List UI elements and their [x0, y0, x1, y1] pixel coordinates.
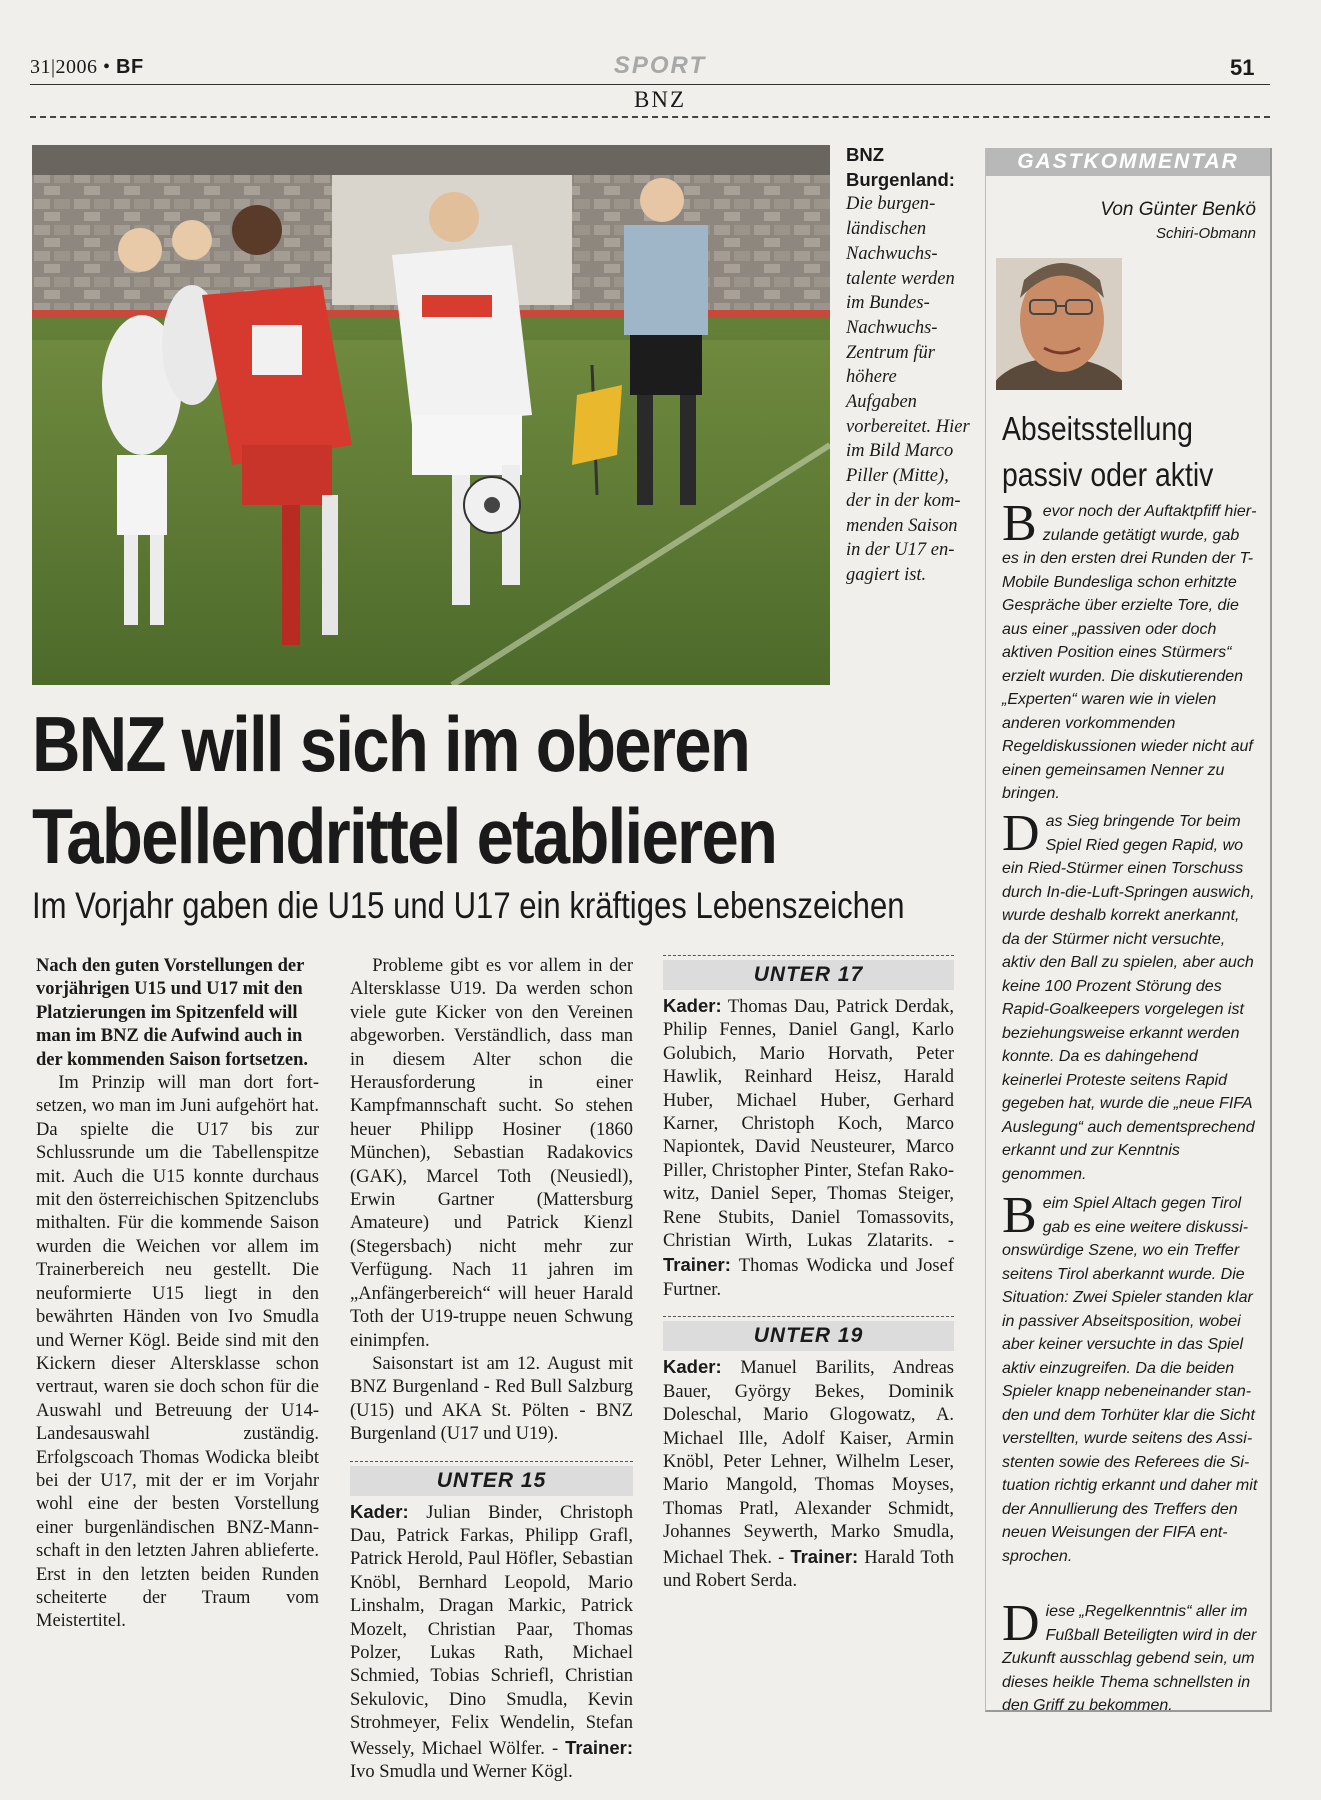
u19-title: UNTER 19	[663, 1321, 954, 1351]
article-column-2	[350, 955, 633, 1784]
headline-line-1: BNZ will sich im oberen	[32, 700, 750, 788]
commentary-paragraph-3	[1002, 1187, 1260, 1568]
publication-name: BF	[116, 56, 144, 78]
bullet: •	[103, 56, 111, 78]
article-column-3	[663, 955, 954, 1593]
issue-number: 31|2006	[30, 56, 98, 78]
commentary-text: as Sieg bringende Tor beim Spiel Ried gegen Rapid, wo ein Ried-Stürmer einen Torschuss durch In-die-Luft-Springen auswich, wurde deshalb korrekt anerkannt, da der Stürmer nicht versuchte, aktiv den Ball zu spielen, aber auch keine 100 Prozent Störung des Rapid-Goalkeepers vorgelegen ist beziehungsweise erkannt werden konnte. Da es dahingehend keinerlei Proteste seitens Rapid gegeben hat, wurde die „neue FIFA Auslegung“ auch dementsprechend erkannt und zur Kenntnis genommen.	[1002, 813, 1255, 1183]
article-column-1	[36, 955, 319, 1634]
u19-kader-label: Kader:	[663, 1356, 722, 1378]
caption-body: Die burgenländischen Nachwuchstalente werden im Bundes-Nachwuchs-Zentrum für höhere Aufgaben vorbereitet. Hier im Bild Marco Piller (Mitte), der in der kommenden Saison in der U17 engagiert ist.	[846, 194, 970, 585]
guest-commentary	[985, 148, 1272, 1712]
commentary-text: evor noch der Auftaktpfiff hierzulande getätigt wurde, gab es in den ersten drei Runden der T-Mobile Bundesliga schon erhitzte Gespräche über erzielte Tore, die aus einer „passiven oder doch aktiven Position eines Stürmers“ erzielt wurden. Die diskutierenden „Experten“ waren wie in vielen anderen vorkommenden Regeldiskussionen wieder nicht auf einen gemeinsamen Nenner zu bringen.	[1002, 503, 1257, 802]
commentary-paragraph-4	[1002, 1595, 1260, 1718]
author-portrait-image	[996, 258, 1122, 390]
article-lead: Nach den guten Vorstellungen der vorjährigen U15 und U17 mit den Platzierungen im Spitzenfeld will man im BNZ die Aufwind auch in der kommenden Saison fortsetzen.	[36, 956, 309, 1070]
commentary-headline-line-2: passiv oder aktiv	[1002, 456, 1214, 493]
commentary-byline	[1100, 198, 1256, 246]
commentary-paragraph-1	[1002, 495, 1260, 806]
u19-roster	[663, 1355, 954, 1593]
caption-head: BNZ Burgenland:	[846, 144, 955, 190]
subsection-title: BNZ	[634, 87, 686, 112]
u15-roster	[350, 1500, 633, 1785]
author-role: Schiri-Obmann	[1155, 225, 1256, 242]
u15-trainer: Ivo Smudla und Werner Kögl.	[350, 1762, 573, 1782]
soccer-photo-image	[32, 145, 830, 685]
header-rule	[30, 84, 1270, 85]
photo-caption	[846, 143, 970, 588]
u17-kader-label: Kader:	[663, 995, 722, 1016]
drop-cap: D	[1002, 805, 1040, 862]
u15-title: UNTER 15	[350, 1466, 633, 1496]
u17-kader: Thomas Dau, Patrick Derdak, Philip Fennes, Daniel Gangl, Karlo Golubich, Mario Horvath, Peter Hawlik, Reinhard Heisz, Harald Huber, Michael Huber, Gerhard Karner, Christoph Koch, Marco Napiontek, David Neusteurer, Marco Piller, Christopher Pinter, Stefan Rakowitz, Daniel Seper, Thomas Steiger, Rene Stubits, Daniel Tomassovits, Christian Wirth, Lukas Zlatarits. -	[663, 997, 954, 1252]
commentary-text: eim Spiel Altach gegen Tirol gab es eine weitere diskussionswürdige Szene, wo ein Treffer seitens Tirol aberkannt wurde. Die Situation: Zwei Spieler standen klar in passiver Abseitsposition, wobei aber keiner versuchte in das Spiel aktiv einzugreifen. Da die beiden Spieler knapp nebeneinander standen und dem Torhüter klar die Sicht verstellten, wurde seitens des Assistenten sowie des Referees die Situation richtig erkannt und daher mit der Annullierung des Treffers den neuen Weisungen der FIFA entsprochen.	[1002, 1195, 1258, 1565]
u15-kader-label: Kader:	[350, 1500, 409, 1522]
u17-title: UNTER 17	[663, 960, 954, 990]
headline-line-2: Tabellendrittel etablieren	[32, 792, 777, 880]
article-headline	[32, 698, 777, 882]
section-title: SPORT	[613, 52, 707, 79]
commentary-label: GASTKOMMENTAR	[986, 148, 1270, 176]
u19-box	[663, 1316, 954, 1351]
article-deck: Im Vorjahr gaben die U15 und U17 ein kräftiges Lebenszeichen	[32, 885, 905, 926]
soccer-photo	[32, 145, 830, 685]
u15-box	[350, 1461, 633, 1496]
article-paragraph-1: Im Prinzip will man dort fortsetzen, wo man im Juni aufgehört hat. Da spielte die U17 bis zur Schlussrunde um die Tabellenspitze mit. Auch die U15 konnte durchaus mit den österreichischen Spitzenclubs mithalten. Für die kommende Saison wurden die Weichen vor allem im Trainerbereich neu gestellt. Die neuformierte U15 liegt in den bewährten Händen von Ivo Smudla und Werner Kögl. Beide sind mit den Kickern dieser Altersklasse schon vertraut, waren sie doch schon für die Auswahl und Betreuung der U14-Landesauswahl zuständig. Erfolgscoach Thomas Wodicka bleibt bei der U17, mit der er im Vorjahr wohl eine der besten Vorstellung einer burgenländischen BNZ-Mannschaft in den letzten Jahren ablieferte. Erst in den letzten beiden Runden scheiterte der Traum vom Meistertitel.	[36, 1073, 319, 1632]
issue-info	[30, 56, 144, 79]
u17-trainer: Thomas Wodicka und Josef Furtner.	[663, 1256, 954, 1300]
u19-trainer: Harald Toth und Robert Serda.	[663, 1547, 954, 1591]
author-name: Von Günter Benkö	[1100, 199, 1256, 220]
u19-kader: Manuel Barilits, Andreas Bauer, György Bekes, Dominik Doleschal, Mario Glogowatz, A. Michael Ille, Adolf Kaiser, Armin Knöbl, Peter Lehner, Wilhelm Leser, Mario Mangold, Thomas Moyses, Thomas Pratl, Alexander Schmidt, Johannes Seywerth, Marko Smudla, Michael Thek. -	[663, 1358, 954, 1568]
drop-cap: D	[1002, 1595, 1040, 1652]
article-paragraph-2: Probleme gibt es vor allem in der Altersklasse U19. Da werden schon viele gute Kicker von den Vereinen abgeworben. Verständlich, dass man in diesem Alter schon die Herausforderung in einer Kampfmannschaft sucht. So stehen heuer Philipp Hosiner (1860 München), Sebastian Radakovics (GAK), Marcel Toth (Neusiedl), Erwin Gartner (Mattersburg Amateure) und Patrick Kienzl (Stegersbach) nicht mehr zur Verfügung. Nach 11 jahren im „Anfängerbereich“ will heuer Harald Toth der U19-truppe neuen Schwung einimpfen.	[350, 956, 633, 1351]
u17-trainer-label: Trainer:	[663, 1254, 731, 1276]
u17-box	[663, 955, 954, 990]
commentary-text: iese „Regelkenntnis“ aller im Fußball Beteiligten wird in der Zukunft ausschlag gebend sein, um dieses heikle Thema schnellsten in den Griff zu bekommen.	[1002, 1603, 1257, 1714]
article-paragraph-3: Saisonstart ist am 12. August mit BNZ Burgenland - Red Bull Salzburg (U15) und AKA St. Pölten - BNZ Burgenland (U17 und U19).	[350, 1353, 633, 1445]
page-number: 51	[1230, 55, 1255, 80]
u15-kader: Julian Binder, Christoph Dau, Patrick Farkas, Philipp Grafl, Patrick Herold, Paul Höfler, Sebastian Knöbl, Bernhard Leopold, Mario Linshalm, Dragan Markic, Patrick Mozelt, Christian Paar, Thomas Polzer, Lukas Rath, Michael Schmied, Tobias Schriefl, Christian Sekulovic, Dino Smudla, Kevin Strohmeyer, Felix Wendelin, Stefan Wessely, Michael Wölfer. -	[350, 1502, 633, 1759]
drop-cap: B	[1002, 495, 1037, 552]
header-dashed-rule	[30, 116, 1270, 118]
drop-cap: B	[1002, 1187, 1037, 1244]
u19-trainer-label: Trainer:	[790, 1545, 859, 1567]
author-portrait	[996, 258, 1122, 390]
commentary-headline	[1002, 406, 1227, 498]
u15-trainer-label: Trainer:	[565, 1736, 633, 1758]
u17-roster	[663, 994, 954, 1302]
commentary-headline-line-1: Abseitsstellung	[1002, 410, 1193, 447]
commentary-paragraph-2	[1002, 805, 1260, 1186]
